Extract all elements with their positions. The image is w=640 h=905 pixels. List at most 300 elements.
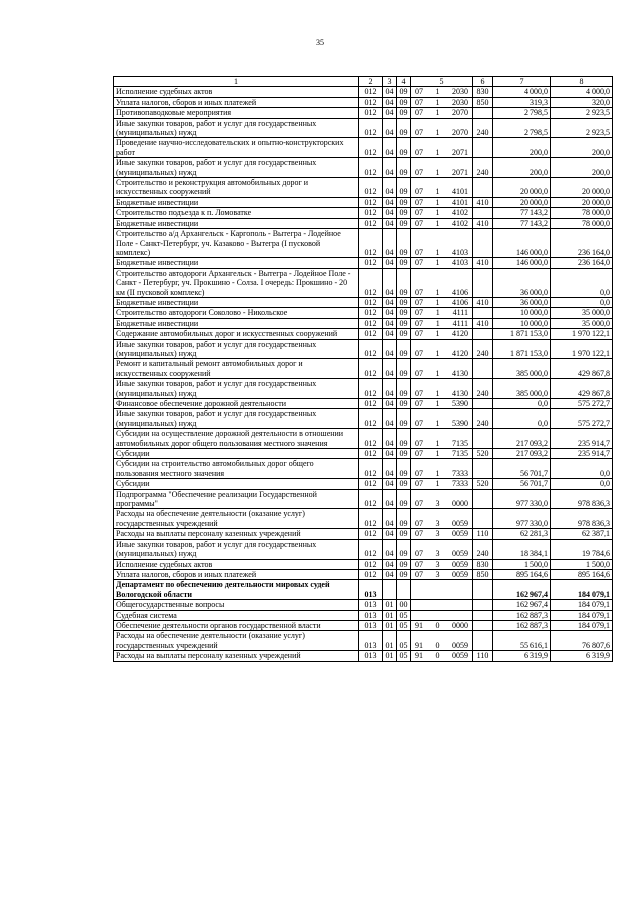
row-amount-year-2: 2 923,5 <box>551 118 613 138</box>
header-col-4: 4 <box>397 77 411 87</box>
row-admin-code: 012 <box>359 569 383 579</box>
row-expense-type: 830 <box>473 559 493 569</box>
row-subsection-code: 09 <box>397 108 411 118</box>
row-amount-year-1: 36 000,0 <box>493 297 551 307</box>
row-amount-year-2: 184 079,1 <box>551 580 613 600</box>
row-subsection-code: 09 <box>397 97 411 107</box>
row-amount-year-1: 217 093,2 <box>493 449 551 459</box>
row-expense-type <box>473 138 493 158</box>
row-subsection-code: 09 <box>397 87 411 97</box>
row-target-article <box>411 359 473 379</box>
row-target-article <box>411 318 473 328</box>
header-col-1: 1 <box>114 77 359 87</box>
row-section-code: 04 <box>383 229 397 258</box>
row-name: Общегосударственные вопросы <box>114 600 359 610</box>
header-col-5: 5 <box>411 77 473 87</box>
row-section-code: 04 <box>383 409 397 429</box>
row-amount-year-1: 977 330,0 <box>493 509 551 529</box>
row-amount-year-1: 146 000,0 <box>493 258 551 268</box>
row-name: Бюджетные инвестиции <box>114 258 359 268</box>
row-amount-year-2: 184 079,1 <box>551 600 613 610</box>
target-article-part: 07 <box>415 87 423 97</box>
row-expense-type <box>473 600 493 610</box>
target-article-part: 07 <box>415 329 423 339</box>
row-subsection-code: 09 <box>397 429 411 449</box>
row-name: Содержание автомобильных дорог и искусственных сооружений <box>114 329 359 339</box>
target-article-part: 07 <box>415 147 423 157</box>
target-article-part: 1 <box>435 258 440 268</box>
row-admin-code: 012 <box>359 379 383 399</box>
target-article-part: 1 <box>435 218 440 228</box>
row-subsection-code: 09 <box>397 178 411 198</box>
row-subsection-code: 09 <box>397 118 411 138</box>
row-amount-year-2: 575 272,7 <box>551 409 613 429</box>
row-expense-type <box>473 620 493 630</box>
row-section-code: 04 <box>383 459 397 479</box>
target-article-part: 4130 <box>452 368 468 378</box>
target-article-part: 07 <box>415 208 423 218</box>
row-amount-year-1: 895 164,6 <box>493 569 551 579</box>
row-section-code: 04 <box>383 509 397 529</box>
row-amount-year-1: 1 871 153,0 <box>493 329 551 339</box>
target-article-part: 1 <box>435 197 440 207</box>
row-amount-year-2: 978 836,3 <box>551 489 613 509</box>
row-subsection-code: 09 <box>397 218 411 228</box>
row-amount-year-1: 200,0 <box>493 158 551 178</box>
row-target-article <box>411 268 473 297</box>
table-row <box>114 339 613 359</box>
target-article-part: 1 <box>435 208 440 218</box>
row-section-code: 04 <box>383 539 397 559</box>
row-section-code: 04 <box>383 118 397 138</box>
table-row <box>114 580 613 600</box>
row-section-code <box>383 580 397 600</box>
target-article-part: 07 <box>415 348 423 358</box>
row-admin-code: 012 <box>359 459 383 479</box>
row-expense-type <box>473 509 493 529</box>
row-admin-code: 012 <box>359 539 383 559</box>
target-article-part: 1 <box>435 87 440 97</box>
row-amount-year-2: 0,0 <box>551 297 613 307</box>
row-target-article <box>411 329 473 339</box>
row-admin-code: 012 <box>359 97 383 107</box>
row-expense-type <box>473 610 493 620</box>
row-expense-type <box>473 489 493 509</box>
target-article-part: 1 <box>435 287 440 297</box>
table-row <box>114 87 613 97</box>
row-name: Расходы на обеспечение деятельности (оказание услуг) государственных учреждений <box>114 509 359 529</box>
row-amount-year-2: 0,0 <box>551 268 613 297</box>
row-amount-year-1: 77 143,2 <box>493 218 551 228</box>
row-amount-year-2: 236 164,0 <box>551 229 613 258</box>
header-col-2: 2 <box>359 77 383 87</box>
header-col-8: 8 <box>551 77 613 87</box>
row-expense-type: 520 <box>473 479 493 489</box>
target-article-part: 1 <box>435 147 440 157</box>
row-section-code: 04 <box>383 529 397 539</box>
row-target-article <box>411 158 473 178</box>
row-admin-code: 012 <box>359 429 383 449</box>
target-article-part: 3 <box>435 569 440 579</box>
target-article-part: 07 <box>415 368 423 378</box>
target-article-part: 1 <box>435 97 440 107</box>
row-target-article <box>411 569 473 579</box>
row-expense-type: 240 <box>473 409 493 429</box>
row-subsection-code: 09 <box>397 509 411 529</box>
target-article-part: 07 <box>415 569 423 579</box>
row-section-code: 04 <box>383 208 397 218</box>
row-amount-year-1: 385 000,0 <box>493 379 551 399</box>
target-article-part: 07 <box>415 218 423 228</box>
table-row <box>114 359 613 379</box>
row-subsection-code: 09 <box>397 318 411 328</box>
row-name: Судебная система <box>114 610 359 620</box>
row-target-article <box>411 297 473 307</box>
target-article-part: 2070 <box>452 128 468 138</box>
row-target-article <box>411 118 473 138</box>
row-admin-code: 012 <box>359 308 383 318</box>
row-section-code: 04 <box>383 218 397 228</box>
table-row <box>114 108 613 118</box>
row-amount-year-1: 20 000,0 <box>493 197 551 207</box>
row-name: Финансовое обеспечение дорожной деятельности <box>114 399 359 409</box>
row-expense-type <box>473 208 493 218</box>
row-section-code: 04 <box>383 258 397 268</box>
table-row <box>114 539 613 559</box>
row-expense-type: 410 <box>473 258 493 268</box>
target-article-part: 07 <box>415 108 423 118</box>
row-target-article <box>411 197 473 207</box>
table-row <box>114 158 613 178</box>
target-article-part: 1 <box>435 187 440 197</box>
table-row <box>114 218 613 228</box>
row-admin-code: 012 <box>359 297 383 307</box>
table-row <box>114 229 613 258</box>
row-section-code: 01 <box>383 651 397 661</box>
target-article-part: 1 <box>435 318 440 328</box>
row-amount-year-2: 19 784,6 <box>551 539 613 559</box>
row-target-article <box>411 479 473 489</box>
row-name: Противопаводковые мероприятия <box>114 108 359 118</box>
row-amount-year-2: 62 387,1 <box>551 529 613 539</box>
target-article-part: 4101 <box>452 187 468 197</box>
row-subsection-code: 05 <box>397 651 411 661</box>
row-amount-year-2: 429 867,8 <box>551 359 613 379</box>
row-amount-year-2: 429 867,8 <box>551 379 613 399</box>
row-section-code: 04 <box>383 297 397 307</box>
target-article-part: 1 <box>435 418 440 428</box>
row-amount-year-2: 2 923,5 <box>551 108 613 118</box>
row-admin-code: 013 <box>359 580 383 600</box>
target-article-part: 0059 <box>452 569 468 579</box>
row-name: Строительство и реконструкция автомобильных дорог и искусственных сооружений <box>114 178 359 198</box>
target-article-part: 4120 <box>452 329 468 339</box>
row-name: Обеспечение деятельности органов государственной власти <box>114 620 359 630</box>
target-article-part: 0059 <box>452 651 468 661</box>
row-amount-year-1: 162 887,3 <box>493 610 551 620</box>
row-amount-year-2: 35 000,0 <box>551 318 613 328</box>
row-expense-type: 240 <box>473 379 493 399</box>
row-expense-type: 240 <box>473 539 493 559</box>
row-amount-year-2: 184 079,1 <box>551 610 613 620</box>
target-article-part: 91 <box>415 640 423 650</box>
row-name: Строительство а/д Архангельск - Каргополь - Вытегра - Лодейное Поле - Санкт-Петербург, уч. Казаково - Вытегра (I пусковой комплекс) <box>114 229 359 258</box>
row-expense-type <box>473 268 493 297</box>
target-article-part: 1 <box>435 468 440 478</box>
target-article-part: 07 <box>415 449 423 459</box>
row-subsection-code: 09 <box>397 308 411 318</box>
row-name: Иные закупки товаров, работ и услуг для государственных (муниципальных) нужд <box>114 158 359 178</box>
table-row <box>114 631 613 651</box>
row-name: Строительство подъезда к п. Ломоватке <box>114 208 359 218</box>
row-target-article <box>411 610 473 620</box>
row-amount-year-2: 6 319,9 <box>551 651 613 661</box>
row-admin-code: 012 <box>359 559 383 569</box>
table-row <box>114 118 613 138</box>
target-article-part: 2030 <box>452 97 468 107</box>
target-article-part: 0 <box>435 640 440 650</box>
row-target-article <box>411 600 473 610</box>
row-admin-code: 012 <box>359 409 383 429</box>
row-name: Субсидии <box>114 449 359 459</box>
row-target-article <box>411 580 473 600</box>
target-article-part: 0000 <box>452 620 468 630</box>
target-article-part: 07 <box>415 559 423 569</box>
row-target-article <box>411 97 473 107</box>
row-section-code: 04 <box>383 268 397 297</box>
target-article-part: 1 <box>435 247 440 257</box>
row-amount-year-1: 162 967,4 <box>493 600 551 610</box>
row-admin-code: 012 <box>359 449 383 459</box>
row-target-article <box>411 409 473 429</box>
row-amount-year-2: 35 000,0 <box>551 308 613 318</box>
row-amount-year-1: 4 000,0 <box>493 87 551 97</box>
target-article-part: 1 <box>435 479 440 489</box>
target-article-part: 07 <box>415 468 423 478</box>
row-amount-year-1: 977 330,0 <box>493 489 551 509</box>
row-admin-code: 013 <box>359 600 383 610</box>
target-article-part: 4111 <box>452 308 468 318</box>
row-section-code: 04 <box>383 158 397 178</box>
table-row <box>114 600 613 610</box>
table-row <box>114 449 613 459</box>
row-section-code: 04 <box>383 197 397 207</box>
row-target-article <box>411 399 473 409</box>
table-row <box>114 97 613 107</box>
row-subsection-code: 09 <box>397 339 411 359</box>
row-amount-year-2: 184 079,1 <box>551 620 613 630</box>
target-article-part: 4130 <box>452 388 468 398</box>
table-row <box>114 610 613 620</box>
target-article-part: 07 <box>415 518 423 528</box>
target-article-part: 3 <box>435 559 440 569</box>
target-article-part: 0059 <box>452 529 468 539</box>
target-article-part: 91 <box>415 651 423 661</box>
target-article-part: 7333 <box>452 468 468 478</box>
table-row <box>114 529 613 539</box>
row-admin-code: 012 <box>359 87 383 97</box>
row-amount-year-1: 319,3 <box>493 97 551 107</box>
target-article-part: 07 <box>415 438 423 448</box>
row-expense-type: 520 <box>473 449 493 459</box>
row-admin-code: 012 <box>359 509 383 529</box>
row-admin-code: 012 <box>359 359 383 379</box>
row-section-code: 04 <box>383 559 397 569</box>
row-amount-year-1: 6 319,9 <box>493 651 551 661</box>
target-article-part: 1 <box>435 388 440 398</box>
row-amount-year-2: 20 000,0 <box>551 178 613 198</box>
row-name: Иные закупки товаров, работ и услуг для государственных (муниципальных) нужд <box>114 409 359 429</box>
row-target-article <box>411 339 473 359</box>
row-expense-type <box>473 459 493 479</box>
row-subsection-code: 00 <box>397 600 411 610</box>
row-amount-year-2: 200,0 <box>551 138 613 158</box>
table-row <box>114 318 613 328</box>
row-section-code: 04 <box>383 318 397 328</box>
row-subsection-code: 09 <box>397 138 411 158</box>
row-admin-code: 012 <box>359 329 383 339</box>
table-row <box>114 620 613 630</box>
target-article-part: 7333 <box>452 479 468 489</box>
target-article-part: 4106 <box>452 287 468 297</box>
row-subsection-code: 09 <box>397 158 411 178</box>
row-admin-code: 012 <box>359 399 383 409</box>
row-admin-code: 012 <box>359 529 383 539</box>
target-article-part: 07 <box>415 97 423 107</box>
row-section-code: 04 <box>383 178 397 198</box>
row-subsection-code: 09 <box>397 258 411 268</box>
row-amount-year-2: 1 970 122,1 <box>551 339 613 359</box>
row-subsection-code: 09 <box>397 459 411 479</box>
row-section-code: 04 <box>383 359 397 379</box>
row-section-code: 04 <box>383 479 397 489</box>
row-section-code: 01 <box>383 631 397 651</box>
target-article-part: 0 <box>435 620 440 630</box>
target-article-part: 1 <box>435 368 440 378</box>
row-subsection-code <box>397 580 411 600</box>
row-section-code: 04 <box>383 379 397 399</box>
row-target-article <box>411 509 473 529</box>
target-article-part: 2071 <box>452 167 468 177</box>
target-article-part: 1 <box>435 308 440 318</box>
row-section-code: 04 <box>383 108 397 118</box>
target-article-part: 07 <box>415 479 423 489</box>
row-expense-type <box>473 308 493 318</box>
row-name: Строительство автодороги Архангельск - Вытегра - Лодейное Поле - Санкт - Петербург, уч. Прокшино - Солза. I очередь: Прокшино - 20 км (II пусковой комплекс) <box>114 268 359 297</box>
row-subsection-code: 09 <box>397 208 411 218</box>
header-col-6: 6 <box>473 77 493 87</box>
row-section-code: 04 <box>383 489 397 509</box>
row-target-article <box>411 529 473 539</box>
row-target-article <box>411 229 473 258</box>
row-admin-code: 013 <box>359 651 383 661</box>
row-name: Субсидии на строительство автомобильных дорог общего пользования местного значения <box>114 459 359 479</box>
row-target-article <box>411 178 473 198</box>
row-target-article <box>411 379 473 399</box>
row-section-code: 04 <box>383 429 397 449</box>
row-expense-type <box>473 580 493 600</box>
target-article-part: 1 <box>435 348 440 358</box>
row-subsection-code: 09 <box>397 529 411 539</box>
row-name: Исполнение судебных актов <box>114 87 359 97</box>
row-name: Подпрограмма "Обеспечение реализации Государственной программы" <box>114 489 359 509</box>
target-article-part: 07 <box>415 258 423 268</box>
row-expense-type <box>473 359 493 379</box>
header-col-3: 3 <box>383 77 397 87</box>
table-row <box>114 258 613 268</box>
row-subsection-code: 09 <box>397 329 411 339</box>
row-admin-code: 012 <box>359 197 383 207</box>
row-expense-type: 240 <box>473 339 493 359</box>
target-article-part: 0059 <box>452 549 468 559</box>
row-target-article <box>411 308 473 318</box>
table-row <box>114 559 613 569</box>
target-article-part: 3 <box>435 529 440 539</box>
budget-table <box>113 76 613 662</box>
target-article-part: 4101 <box>452 197 468 207</box>
row-amount-year-1: 18 384,1 <box>493 539 551 559</box>
target-article-part: 07 <box>415 167 423 177</box>
row-admin-code: 012 <box>359 178 383 198</box>
row-name: Иные закупки товаров, работ и услуг для государственных (муниципальных) нужд <box>114 379 359 399</box>
row-amount-year-2: 78 000,0 <box>551 218 613 228</box>
row-amount-year-1: 55 616,1 <box>493 631 551 651</box>
row-name: Строительство автодороги Соколово - Никольское <box>114 308 359 318</box>
row-subsection-code: 05 <box>397 631 411 651</box>
row-section-code: 04 <box>383 308 397 318</box>
row-target-article <box>411 620 473 630</box>
row-subsection-code: 09 <box>397 449 411 459</box>
row-section-code: 04 <box>383 87 397 97</box>
table-row <box>114 399 613 409</box>
target-article-part: 4102 <box>452 208 468 218</box>
row-amount-year-2: 575 272,7 <box>551 399 613 409</box>
target-article-part: 4111 <box>452 318 468 328</box>
row-target-article <box>411 138 473 158</box>
row-subsection-code: 09 <box>397 399 411 409</box>
table-row <box>114 429 613 449</box>
target-article-part: 1 <box>435 108 440 118</box>
row-admin-code: 012 <box>359 138 383 158</box>
target-article-part: 07 <box>415 418 423 428</box>
row-amount-year-1: 56 701,7 <box>493 459 551 479</box>
row-amount-year-2: 20 000,0 <box>551 197 613 207</box>
target-article-part: 0059 <box>452 518 468 528</box>
target-article-part: 07 <box>415 318 423 328</box>
target-article-part: 91 <box>415 620 423 630</box>
row-amount-year-1: 0,0 <box>493 399 551 409</box>
row-subsection-code: 09 <box>397 569 411 579</box>
row-admin-code: 012 <box>359 108 383 118</box>
table-row <box>114 197 613 207</box>
row-target-article <box>411 459 473 479</box>
row-amount-year-1: 10 000,0 <box>493 308 551 318</box>
row-amount-year-2: 236 164,0 <box>551 258 613 268</box>
row-amount-year-1: 217 093,2 <box>493 429 551 449</box>
target-article-part: 07 <box>415 499 423 509</box>
target-article-part: 4103 <box>452 247 468 257</box>
row-target-article <box>411 489 473 509</box>
row-name: Бюджетные инвестиции <box>114 197 359 207</box>
row-target-article <box>411 651 473 661</box>
row-expense-type <box>473 399 493 409</box>
row-expense-type: 830 <box>473 87 493 97</box>
row-amount-year-1: 36 000,0 <box>493 268 551 297</box>
row-amount-year-1: 77 143,2 <box>493 208 551 218</box>
row-expense-type <box>473 108 493 118</box>
table-row <box>114 409 613 429</box>
row-amount-year-1: 146 000,0 <box>493 229 551 258</box>
